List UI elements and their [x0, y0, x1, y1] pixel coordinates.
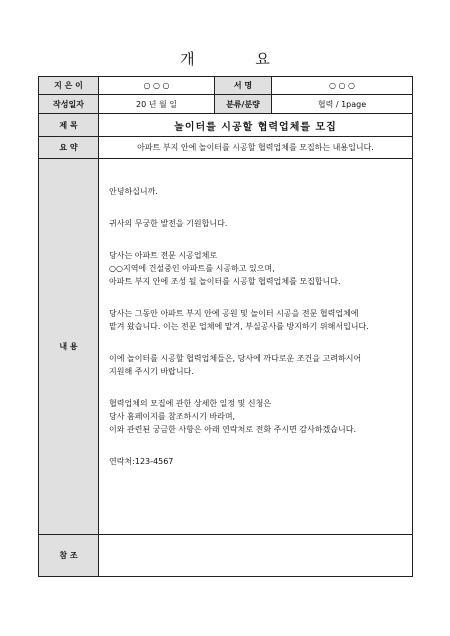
- signature-label: 서 명: [215, 77, 272, 95]
- content-line: 맡겨 왔습니다. 이는 전문 업체에 맡겨, 부실공사를 방지하기 위해서입니다.: [109, 322, 369, 331]
- content-paragraph: [109, 249, 404, 288]
- subject-label: 제 목: [39, 114, 99, 137]
- content-paragraph: [109, 307, 404, 333]
- date-label: 작성일자: [39, 95, 99, 114]
- overview-form: [38, 76, 413, 577]
- content-line: 협력업체의 모집에 관한 상세한 일정 및 신청은: [109, 399, 272, 408]
- content-paragraph: [109, 397, 404, 436]
- date-value: 20 년 월 일: [99, 95, 215, 114]
- content-line: 지원해 주시기 바랍니다.: [109, 367, 194, 376]
- content-line: 아파트 부지 안에 조성 될 놀이터를 시공할 협력업체를 모집합니다.: [109, 277, 341, 286]
- content-line: 이와 관련된 궁금한 사항은 아래 연락처로 전화 주시면 감사하겠습니다.: [109, 425, 356, 434]
- content-label: 내 용: [39, 159, 99, 535]
- signature-value: ○ ○ ○: [272, 77, 413, 95]
- summary-label: 요 약: [39, 137, 99, 159]
- content-paragraph: [109, 352, 404, 378]
- reference-value: [99, 535, 413, 577]
- content-line: 연락처:123-4567: [109, 457, 174, 466]
- content-line: ○○지역에 건설중인 아파트를 시공하고 있으며,: [109, 264, 275, 273]
- content-paragraph: [109, 455, 404, 468]
- content-line: 안녕하십니까.: [109, 187, 158, 196]
- summary-value: 아파트 부지 안에 놀이터를 시공할 협력업체를 모집하는 내용입니다.: [99, 137, 413, 159]
- reference-label: 참 조: [39, 535, 99, 577]
- content-line: 당사는 아파트 전문 시공업체로: [109, 251, 218, 260]
- content-paragraphs: [109, 185, 404, 468]
- document-title: 개 요: [180, 50, 298, 68]
- content-line: 귀사의 무궁한 발전을 기원합니다.: [109, 219, 228, 228]
- author-label: 지 은 이: [39, 77, 99, 95]
- content-body: [99, 159, 413, 535]
- content-line: 이에 놀이터를 시공할 협력업체들은, 당사에 까다로운 조건을 고려하시어: [109, 354, 362, 363]
- subject-value: 놀이터를 시공할 협력업체를 모집: [99, 114, 413, 137]
- author-value: ○ ○ ○: [99, 77, 215, 95]
- content-line: 당사는 그동안 아파트 부지 안에 공원 및 놀이터 시공을 전문 협력업체에: [109, 309, 359, 318]
- category-value: 협력 / 1page: [272, 95, 413, 114]
- content-line: 당사 홈페이지를 참조하시기 바라며,: [109, 412, 236, 421]
- category-label: 분류/분량: [215, 95, 272, 114]
- content-paragraph: [109, 217, 404, 230]
- content-paragraph: [109, 185, 404, 198]
